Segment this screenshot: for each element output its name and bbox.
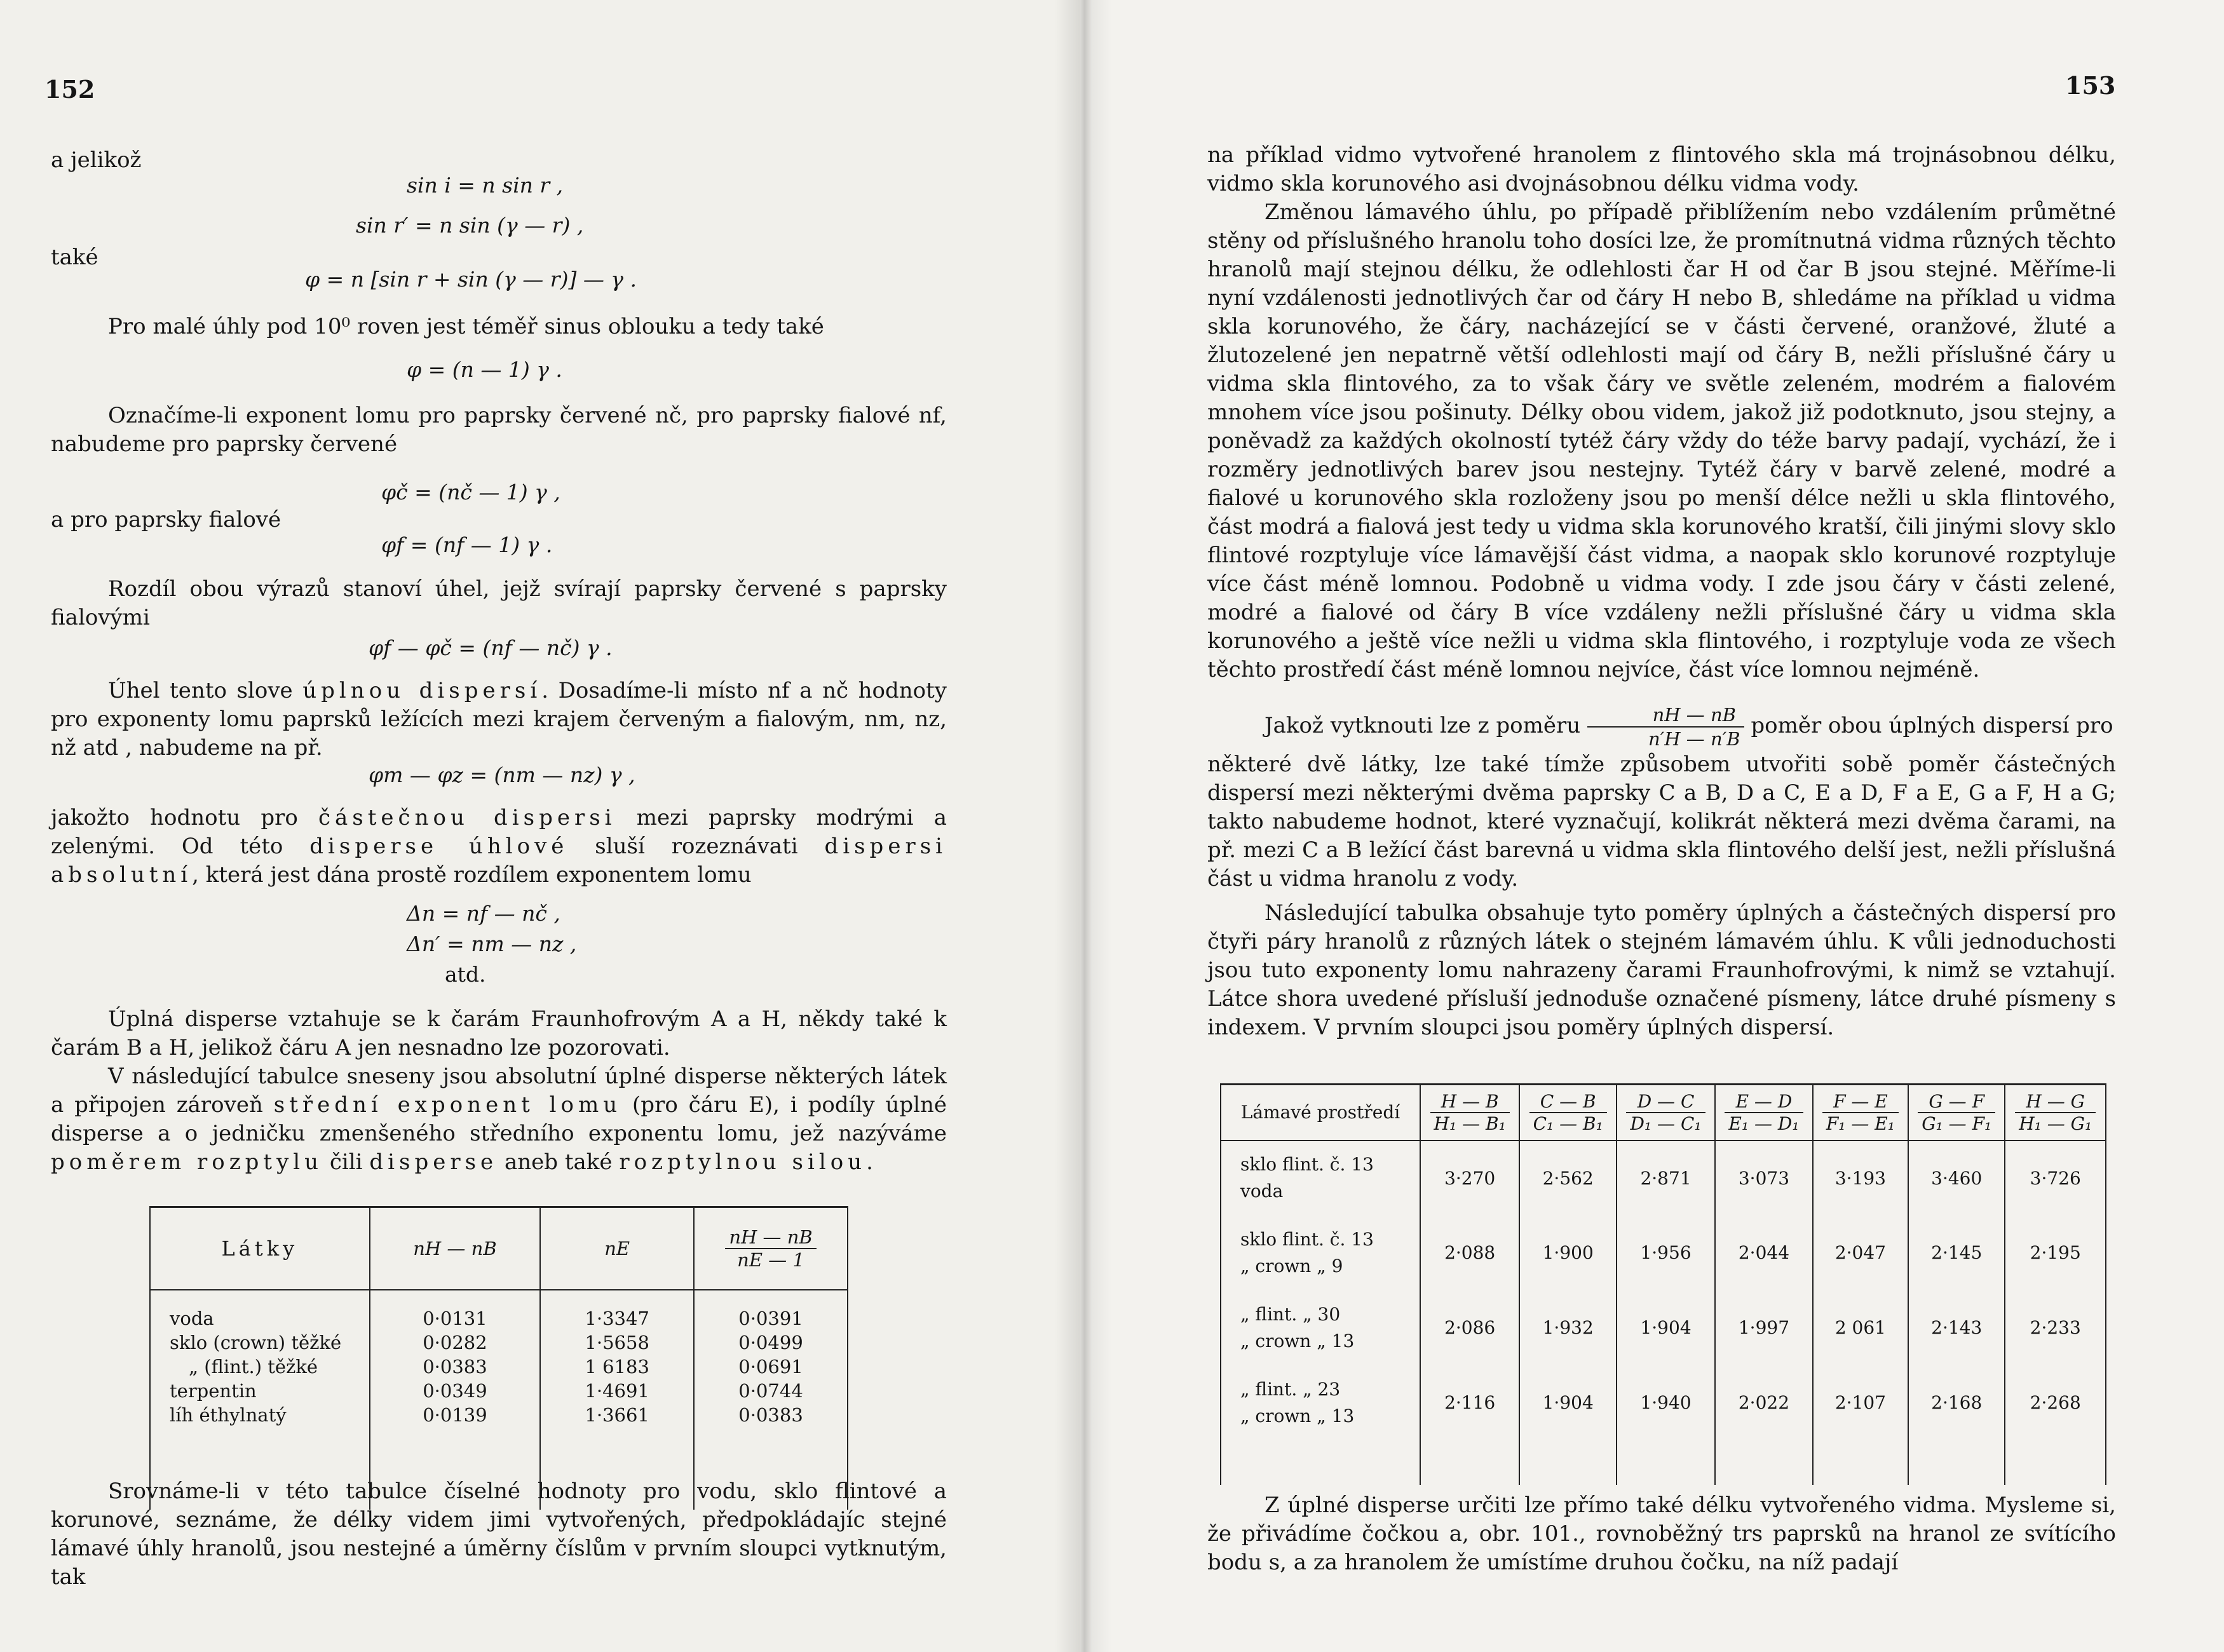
cell-ratio: 0·0744 xyxy=(694,1379,848,1403)
cell-ratio: 0·0383 xyxy=(694,1403,848,1427)
paragraph-uhel xyxy=(51,677,947,762)
cell-value: 2 061 xyxy=(1813,1290,1908,1365)
col-2-num: C — B xyxy=(1529,1091,1607,1113)
paragraph-priklad-text: na příklad vidmo vytvořené hranolem z flintového skla má trojnásobnou délku, vidmo skla korunového asi dvojnásobnou délku vidma vody. xyxy=(1207,142,2116,196)
row-medium xyxy=(1221,1215,1420,1290)
cell-value: 2·044 xyxy=(1715,1215,1813,1290)
right-page xyxy=(1080,0,2224,1652)
row-medium xyxy=(1221,1290,1420,1365)
equation-red: φč = (nč — 1) γ , xyxy=(381,480,560,504)
row-name: sklo (crown) těžké xyxy=(150,1330,370,1355)
cell-value: 2·022 xyxy=(1715,1365,1813,1440)
paragraph-oznacime-text: Označíme-li exponent lomu pro paprsky červené nč, pro paprsky fialové nf, nabudeme pro paprsky červené xyxy=(51,403,947,457)
col-3-num: D — C xyxy=(1626,1091,1705,1113)
paragraph-tabulka-text: Následující tabulka obsahuje tyto poměry úplných a částečných dispersí pro čtyři páry hranolů z různých látek o stejném lámavém úhlu. K vůli jednoduchosti jsou tuto exponenty lomu nahrazeny čarami Fraunhofrovými, k nimž se vztahují. Látce shora uvedené přísluší jednoduše označené písmeny, látce druhé písmeny s indexem. V prvním sloupci jsou poměry úplných dispersí. xyxy=(1207,900,2116,1040)
cell-hb: 0·0139 xyxy=(370,1403,541,1427)
term-castecna-disperse: částečnou dispersi xyxy=(318,805,616,830)
page-number-left: 152 xyxy=(44,75,95,104)
header-col-5 xyxy=(1813,1085,1908,1141)
nasl-text-e: čili xyxy=(329,1149,363,1175)
paragraph-srovname xyxy=(51,1477,947,1592)
cell-value: 2·143 xyxy=(1908,1290,2005,1365)
cell-value: 2·107 xyxy=(1813,1365,1908,1440)
col-4-den: E₁ — D₁ xyxy=(1728,1113,1800,1134)
col-1-den: H₁ — B₁ xyxy=(1434,1113,1506,1134)
row-name: líh éthylnatý xyxy=(150,1403,370,1427)
paragraph-priklad xyxy=(1207,141,2116,198)
col-5-den: F₁ — E₁ xyxy=(1826,1113,1895,1134)
cell-value: 3·193 xyxy=(1813,1141,1908,1215)
paragraph-zmenou xyxy=(1207,198,2116,684)
table-header-row xyxy=(150,1207,848,1290)
cell-value: 2·268 xyxy=(2005,1365,2106,1440)
cell-value: 2·195 xyxy=(2005,1215,2106,1290)
header-ne: nE xyxy=(540,1207,694,1290)
label-take: také xyxy=(51,245,98,270)
col-5-num: F — E xyxy=(1822,1091,1899,1113)
ratio-numerator: nH — nB xyxy=(725,1226,816,1249)
col-2-den: C₁ — B₁ xyxy=(1533,1113,1603,1134)
cell-value: 2·145 xyxy=(1908,1215,2005,1290)
term-pomer-rozptylu: poměrem rozptylu xyxy=(51,1149,323,1175)
cell-ne: 1·4691 xyxy=(540,1379,694,1403)
table-row xyxy=(150,1379,848,1403)
paragraph-z-uplne xyxy=(1207,1491,2116,1577)
equation-snell-2: sin r′ = n sin (γ — r) , xyxy=(356,213,584,238)
table-row xyxy=(1221,1215,2106,1290)
nasl-text-i: . xyxy=(866,1149,873,1175)
cell-ne: 1 6183 xyxy=(540,1355,694,1379)
cell-value: 1·904 xyxy=(1519,1365,1617,1440)
row-medium-line1: sklo flint. č. 13 xyxy=(1240,1228,1374,1250)
row-name: voda xyxy=(150,1306,370,1330)
equation-snell: sin i = n sin r , xyxy=(407,173,564,198)
equation-delta-n: Δn = nf — nč , xyxy=(407,901,560,926)
uhel-text-a: Úhel tento slove xyxy=(108,678,293,703)
cell-hb: 0·0349 xyxy=(370,1379,541,1403)
table-row xyxy=(150,1355,848,1379)
cell-ne: 1·3661 xyxy=(540,1403,694,1427)
table-row xyxy=(1221,1141,2106,1215)
row-medium-line1: „ flint. „ 23 xyxy=(1240,1378,1341,1400)
paragraph-nasledujici xyxy=(51,1062,947,1177)
paragraph-male-uhly-text: Pro malé úhly pod 10⁰ roven jest téměř sinus oblouku a tedy také xyxy=(108,314,824,339)
paragraph-tabulka xyxy=(1207,899,2116,1042)
cell-value: 3·460 xyxy=(1908,1141,2005,1215)
cell-value: 1·932 xyxy=(1519,1290,1617,1365)
cell-hb: 0·0383 xyxy=(370,1355,541,1379)
row-medium-line1: „ flint. „ 30 xyxy=(1240,1303,1341,1325)
cell-value: 1·940 xyxy=(1617,1365,1715,1440)
cell-value: 2·562 xyxy=(1519,1141,1617,1215)
header-medium: Lámavé prostředí xyxy=(1221,1085,1420,1141)
term-stredni-exponent: střední exponent lomu xyxy=(273,1092,622,1118)
left-page xyxy=(0,0,1080,1652)
paragraph-uplna xyxy=(51,1005,947,1062)
col-7-den: H₁ — G₁ xyxy=(2019,1113,2092,1134)
col-7-num: H — G xyxy=(2015,1091,2096,1113)
row-name: „ (flint.) těžké xyxy=(150,1355,370,1379)
cell-value: 3·726 xyxy=(2005,1141,2106,1215)
table-row xyxy=(150,1306,848,1330)
cell-value: 2·088 xyxy=(1420,1215,1519,1290)
paragraph-srovname-text: Srovnáme-li v této tabulce číselné hodnoty pro vodu, sklo flintové a korunové, seznáme, že délky videm jimi vytvořených, předpokládajíc stejné lámavé úhly hranolů, jsou nestejné a úměrny číslům v prvním sloupci vytknutým, tak xyxy=(51,1479,947,1590)
col-3-den: D₁ — C₁ xyxy=(1630,1113,1702,1134)
inline-frac-den: n′H — n′B xyxy=(1648,728,1740,750)
cell-ratio: 0·0691 xyxy=(694,1355,848,1379)
header-col-1 xyxy=(1420,1085,1519,1141)
label-a-jelikoz: a jelikož xyxy=(51,147,142,173)
col-6-num: G — F xyxy=(1918,1091,1995,1113)
term-disperse-uhlove: disperse úhlové xyxy=(309,834,569,859)
table-row xyxy=(150,1330,848,1355)
header-col-7 xyxy=(2005,1085,2106,1141)
row-medium-line2: „ crown „ 13 xyxy=(1240,1330,1355,1351)
nasl-text-g: aneb také xyxy=(504,1149,613,1175)
header-latky: Látky xyxy=(150,1207,370,1290)
cell-value: 1·904 xyxy=(1617,1290,1715,1365)
nasl-text-a: V následující tabulce sneseny jsou absolutní úplné disperse některých látek a připojen zároveň xyxy=(51,1064,947,1118)
cell-value: 3·073 xyxy=(1715,1141,1813,1215)
nasl-text-c: (pro čáru E), i podíly úplné disperse a o jedničku zmenšeného středního exponentu lomu, jež nazýváme xyxy=(51,1092,947,1146)
term-disperse-absolutni: dispersi absolutní xyxy=(51,834,947,888)
equation-partial: φm — φz = (nm — nz) γ , xyxy=(369,762,635,787)
table-header-row xyxy=(1221,1085,2106,1141)
col-1-num: H — B xyxy=(1430,1091,1510,1113)
header-ratio xyxy=(694,1207,848,1290)
row-medium xyxy=(1221,1141,1420,1215)
ratio-denominator: nE — 1 xyxy=(737,1249,804,1271)
row-medium-line1: sklo flint. č. 13 xyxy=(1240,1154,1374,1175)
cell-hb: 0·0282 xyxy=(370,1330,541,1355)
jakoz-text-c: některé dvě látky, lze také tímže způsobem utvořiti sobě poměr částečných dispersí mezi některými dvěma paprsky C a B, D a C, E a D, F a E, G a F, H a G; takto nabudeme hodnot, které vyznačují, kolikrát některá mezi dvěma čarami, na př. mezi C a B ležící část barevná u vidma skla flintového delší jest, nežli příslušná část u vidma hranolu z vody. xyxy=(1207,752,2116,891)
cell-ratio: 0·0499 xyxy=(694,1330,848,1355)
cell-value: 1·997 xyxy=(1715,1290,1813,1365)
paragraph-male-uhly xyxy=(51,313,947,341)
table-row xyxy=(150,1403,848,1427)
cell-value: 2·233 xyxy=(2005,1290,2106,1365)
jakoz-text-a: Jakož vytknouti lze z poměru xyxy=(1265,713,1581,738)
cell-hb: 0·0131 xyxy=(370,1306,541,1330)
header-col-4 xyxy=(1715,1085,1813,1141)
cell-value: 2·168 xyxy=(1908,1365,2005,1440)
paragraph-jakozto xyxy=(51,804,947,890)
row-medium-line2: voda xyxy=(1240,1181,1284,1202)
cell-ratio: 0·0391 xyxy=(694,1306,848,1330)
book-gutter xyxy=(1055,0,1112,1652)
paragraph-oznacime xyxy=(51,402,947,459)
paragraph-z-uplne-text: Z úplné disperse určiti lze přímo také délku vytvořeného vidma. Mysleme si, že přivádíme čočkou a, obr. 101., rovnoběžný trs paprsků na hranol ze svítícího bodu s, a za hranolem že umístíme druhou čočku, na níž padají xyxy=(1207,1493,2116,1575)
header-col-3 xyxy=(1617,1085,1715,1141)
table-row xyxy=(1221,1290,2106,1365)
header-nh-nb: nH — nB xyxy=(370,1207,541,1290)
jakozto-text-e: sluší rozeznávati xyxy=(595,834,798,859)
row-medium xyxy=(1221,1365,1420,1440)
page-number-right: 153 xyxy=(2065,71,2116,100)
term-uplna-disperse: úplnou dispersí xyxy=(302,678,542,703)
paragraph-rozdil xyxy=(51,575,947,632)
cell-value: 2·116 xyxy=(1420,1365,1519,1440)
paragraph-jakoz xyxy=(1207,703,2116,893)
cell-value: 2·086 xyxy=(1420,1290,1519,1365)
header-col-6 xyxy=(1908,1085,2005,1141)
label-fialove: a pro paprsky fialové xyxy=(51,507,281,532)
uhel-text-c: . Dosadíme-li místo nf a nč hodnoty pro exponenty lomu paprsků ležících mezi krajem červeným a fialovým, nm, nz, nž atd , nabudeme na př. xyxy=(51,678,947,761)
dispersion-table xyxy=(149,1206,848,1510)
equation-deviation: φ = n [sin r + sin (γ — r)] — γ . xyxy=(305,267,637,292)
equation-delta-n-prime: Δn′ = nm — nz , xyxy=(407,931,577,956)
jakozto-text-a: jakožto hodnotu pro xyxy=(51,805,298,830)
cell-value: 2·871 xyxy=(1617,1141,1715,1215)
equation-small-angle: φ = (n — 1) γ . xyxy=(407,357,562,382)
cell-value: 3·270 xyxy=(1420,1141,1519,1215)
ratio-fraction-inline xyxy=(1587,703,1744,750)
cell-ne: 1·3347 xyxy=(540,1306,694,1330)
cell-ne: 1·5658 xyxy=(540,1330,694,1355)
jakozto-text-g: , která jest dána prostě rozdílem exponentem lomu xyxy=(192,862,752,888)
paragraph-rozdil-text: Rozdíl obou výrazů stanoví úhel, jejž svírají paprsky červené s paprsky fialovými xyxy=(51,576,947,630)
col-4-num: E — D xyxy=(1725,1091,1803,1113)
term-disperse: disperse xyxy=(369,1149,498,1175)
equation-atd: atd. xyxy=(445,962,486,987)
jakozto-text-c: mezi paprsky modrými a zelenými. Od této xyxy=(51,805,947,859)
paragraph-uplna-text: Úplná disperse vztahuje se k čarám Fraunhofrovým A a H, někdy také k čarám B a H, jelikož čáru A jen nesnadno lze pozorovati. xyxy=(51,1006,947,1060)
equation-dispersion: φf — φč = (nf — nč) γ . xyxy=(369,635,613,660)
row-medium-line2: „ crown „ 9 xyxy=(1240,1255,1343,1276)
term-rozptylna-sila: rozptylnou silou xyxy=(619,1149,867,1175)
equation-violet: φf = (nf — 1) γ . xyxy=(381,532,553,557)
ratio-fraction xyxy=(725,1226,816,1271)
cell-value: 1·956 xyxy=(1617,1215,1715,1290)
cell-value: 2·047 xyxy=(1813,1215,1908,1290)
cell-value: 1·900 xyxy=(1519,1215,1617,1290)
table-row xyxy=(1221,1365,2106,1440)
col-6-den: G₁ — F₁ xyxy=(1922,1113,1992,1134)
header-col-2 xyxy=(1519,1085,1617,1141)
partial-dispersion-table xyxy=(1220,1083,2106,1485)
jakoz-text-b: poměr obou úplných dispersí pro xyxy=(1751,713,2113,738)
inline-frac-num: nH — nB xyxy=(1587,703,1744,728)
row-medium-line2: „ crown „ 13 xyxy=(1240,1405,1355,1426)
paragraph-zmenou-text: Změnou lámavého úhlu, po případě přiblížením nebo vzdálením průmětné stěny od příslušného hranolu toho dosíci lze, že promítnutná vidma různých těchto hranolů mají stejnou délku, že odlehlosti čar H od čar B jsou stejné. Měříme-li nyní vzdálenosti jednotlivých čar od čáry H nebo B, shledáme na příklad u vidma skla korunového, že čáry, nacházející se v části červené, oranžové, žluté a žlutozelené jen nepatrně větší odlehlosti mají od čáry B, nežli příslušné čáry u vidma skla flintového, za to však čáry ve světle zeleném, modrém a fialovém mnohem více jsou pošinuty. Délky obou videm, jakož již podotknuto, jsou stejny, a poněvadž za každých okolností tytéž čáry vždy do téže barvy padají, vychází, že i rozměry jednotlivých barev jsou nestejny. Tytéž čáry v barvě zelené, modré a fialové u korunového skla rozloženy jsou po menší délce nežli u skla flintového, část modrá a fialová jest tedy u vidma skla korunového kratší, čili jinými slovy sklo flintové rozptyluje více lámavější část vidma, a naopak sklo korunové rozptyluje více část méně lomnou. Podobně u vidma vody. I zde jsou čáry v části zelené, modré a fialové od čáry B více vzdáleny nežli příslušné čáry u vidma skla korunového a ještě více nežli u vidma skla flintového, i rozptyluje voda ze všech těchto prostředí část méně lomnou nejvíce, část více lomnou nejméně. xyxy=(1207,200,2116,682)
row-name: terpentin xyxy=(150,1379,370,1403)
